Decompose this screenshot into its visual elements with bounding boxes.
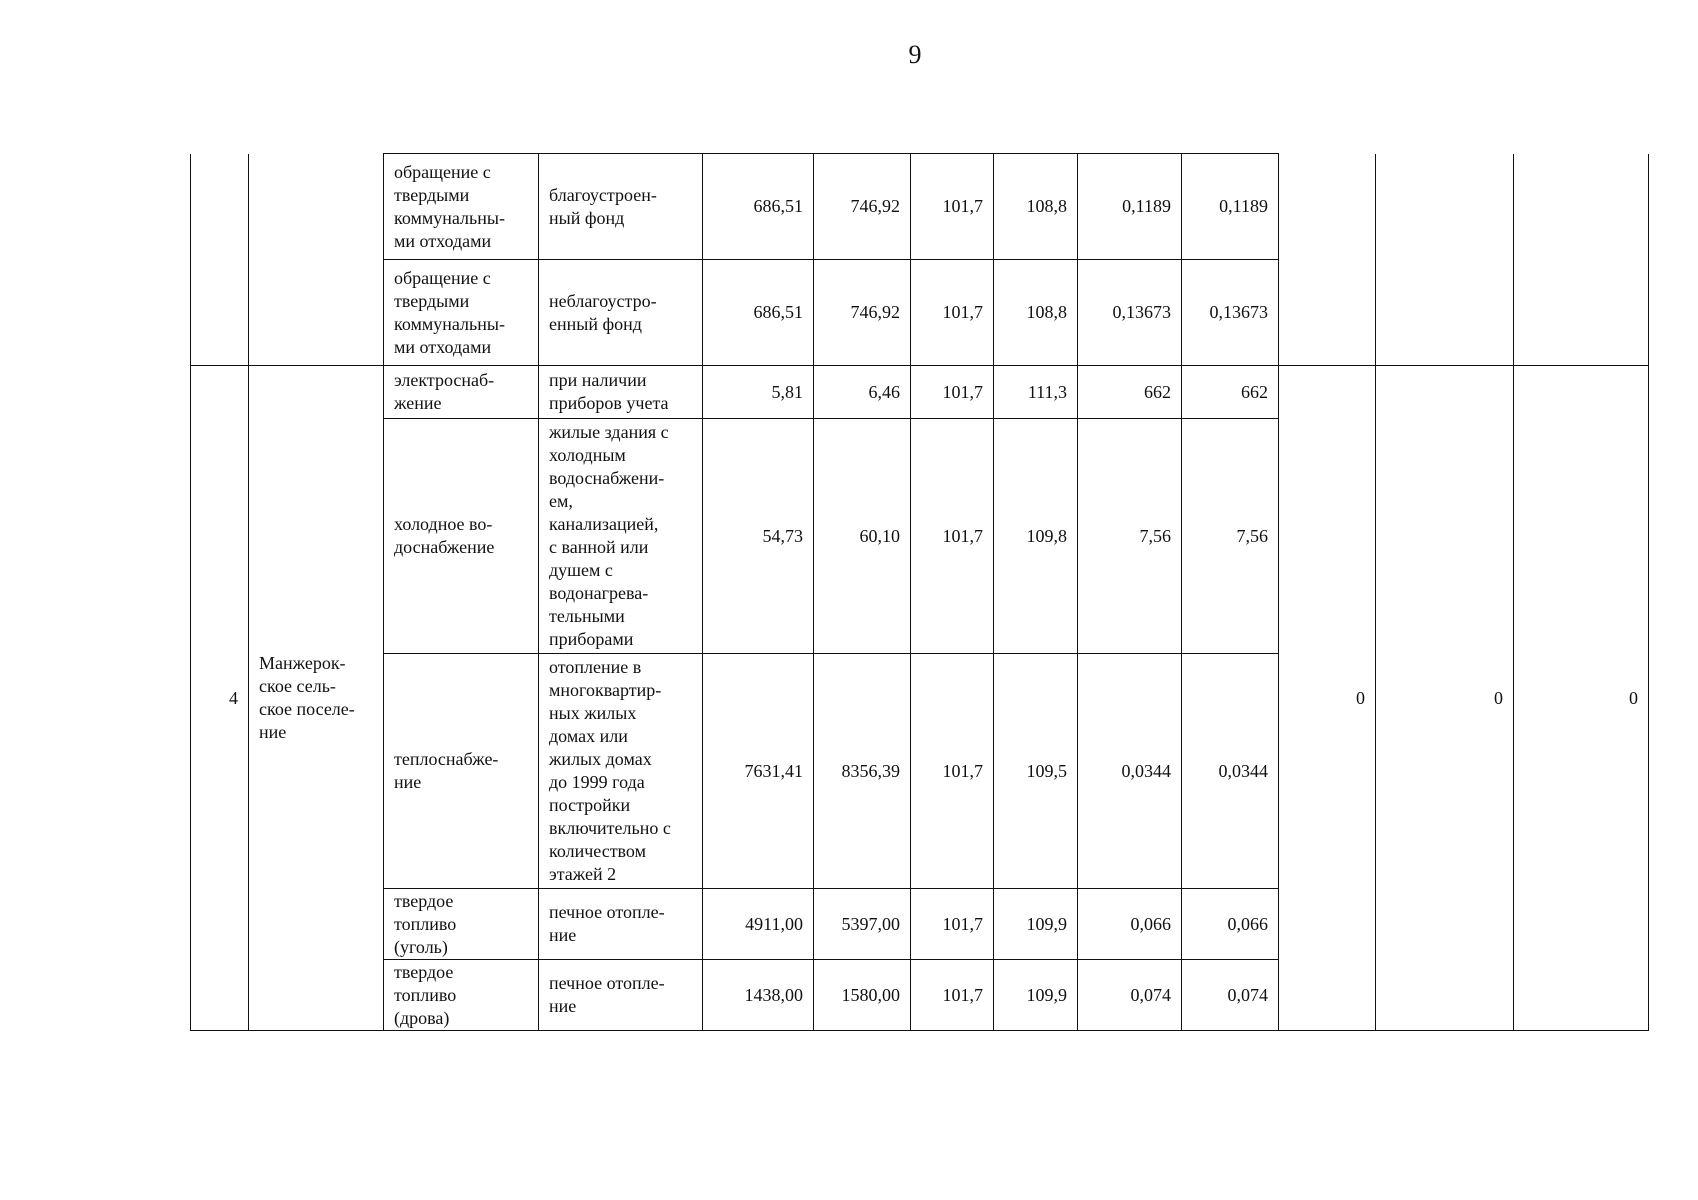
- extra-cell-empty: [1514, 154, 1649, 366]
- value-cell: 686,51: [703, 260, 814, 366]
- tariff-table: [190, 153, 1649, 1031]
- extra-cell-empty: [1376, 154, 1514, 366]
- service-cell: обращение с твердыми коммунальны- ми отходами: [384, 154, 539, 260]
- value-cell: 0,13673: [1182, 260, 1279, 366]
- value-cell: 101,7: [911, 154, 994, 260]
- value-cell: 0,0344: [1182, 654, 1279, 889]
- value-cell: 662: [1078, 366, 1182, 419]
- value-cell: 746,92: [814, 260, 911, 366]
- service-cell: электроснаб- жение: [384, 366, 539, 419]
- value-cell: 109,5: [994, 654, 1078, 889]
- value-cell: 109,8: [994, 419, 1078, 654]
- value-cell: 0,074: [1182, 960, 1279, 1031]
- category-cell: печное отопле- ние: [539, 889, 703, 960]
- value-cell: 746,92: [814, 154, 911, 260]
- table-row: [191, 154, 1649, 260]
- category-cell: отопление в многоквартир- ных жилых домах или жилых домах до 1999 года постройки включительно с количеством этажей 2: [539, 654, 703, 889]
- value-cell: 686,51: [703, 154, 814, 260]
- value-cell: 1438,00: [703, 960, 814, 1031]
- value-cell: 5397,00: [814, 889, 911, 960]
- value-cell: 101,7: [911, 419, 994, 654]
- settlement-name: Манжерок- ское сель- ское поселе- ние: [249, 366, 384, 1031]
- service-cell: холодное во- доснабжение: [384, 419, 539, 654]
- extra-cell-empty: [1279, 154, 1376, 366]
- settlement-number: 4: [191, 366, 249, 1031]
- category-cell: жилые здания с холодным водоснабжени- ем, канализацией, с ванной или душем с водонагрева- тельными приборами: [539, 419, 703, 654]
- settlement-cell-empty: [249, 154, 384, 366]
- value-cell: 0,13673: [1078, 260, 1182, 366]
- value-cell: 0,074: [1078, 960, 1182, 1031]
- service-cell: обращение с твердыми коммунальны- ми отходами: [384, 260, 539, 366]
- value-cell: 4911,00: [703, 889, 814, 960]
- value-cell: 7,56: [1182, 419, 1279, 654]
- value-cell: 1580,00: [814, 960, 911, 1031]
- extra-value-cell: 0: [1279, 366, 1376, 1031]
- value-cell: 108,8: [994, 260, 1078, 366]
- value-cell: 101,7: [911, 960, 994, 1031]
- value-cell: 60,10: [814, 419, 911, 654]
- value-cell: 0,066: [1182, 889, 1279, 960]
- value-cell: 0,066: [1078, 889, 1182, 960]
- service-cell: твердое топливо (уголь): [384, 889, 539, 960]
- value-cell: 101,7: [911, 260, 994, 366]
- value-cell: 111,3: [994, 366, 1078, 419]
- value-cell: 8356,39: [814, 654, 911, 889]
- category-cell: благоустроен- ный фонд: [539, 154, 703, 260]
- page-number: 9: [908, 40, 922, 69]
- value-cell: 0,1189: [1182, 154, 1279, 260]
- value-cell: 0,1189: [1078, 154, 1182, 260]
- category-cell: печное отопле- ние: [539, 960, 703, 1031]
- value-cell: 0,0344: [1078, 654, 1182, 889]
- number-cell-empty: [191, 154, 249, 366]
- value-cell: 101,7: [911, 366, 994, 419]
- category-cell: неблагоустро- енный фонд: [539, 260, 703, 366]
- category-cell: при наличии приборов учета: [539, 366, 703, 419]
- service-cell: твердое топливо (дрова): [384, 960, 539, 1031]
- value-cell: 54,73: [703, 419, 814, 654]
- table-row: [191, 366, 1649, 419]
- value-cell: 7631,41: [703, 654, 814, 889]
- value-cell: 5,81: [703, 366, 814, 419]
- value-cell: 101,7: [911, 889, 994, 960]
- value-cell: 109,9: [994, 960, 1078, 1031]
- value-cell: 108,8: [994, 154, 1078, 260]
- value-cell: 7,56: [1078, 419, 1182, 654]
- value-cell: 6,46: [814, 366, 911, 419]
- extra-value-cell: 0: [1514, 366, 1649, 1031]
- value-cell: 109,9: [994, 889, 1078, 960]
- extra-value-cell: 0: [1376, 366, 1514, 1031]
- value-cell: 662: [1182, 366, 1279, 419]
- value-cell: 101,7: [911, 654, 994, 889]
- service-cell: теплоснабже- ние: [384, 654, 539, 889]
